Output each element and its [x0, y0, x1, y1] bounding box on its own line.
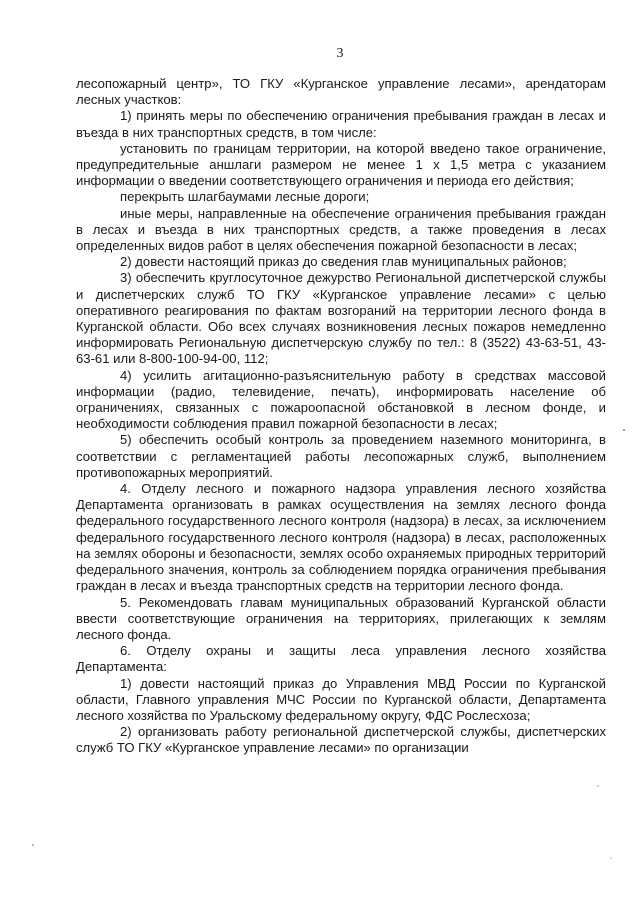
paragraph-barriers: перекрыть шлагбаумами лесные дороги;: [120, 189, 370, 205]
page-number: 3: [336, 46, 344, 61]
paragraph-item-4: 4) усилить агитационно-разъяснительную работу в средствах массовой информации (радио, телевидение, печать), информировать население об ограничениях, связанных с пожароопасной обстановкой в лесном фонде, и необходимости соблюдения правил пожарной безопасности в лесах;: [76, 367, 606, 432]
scan-speck: [32, 844, 34, 846]
paragraph-continuation: лесопожарный центр», ТО ГКУ «Курганское управление лесами», арендаторам лесных участков:: [76, 76, 606, 108]
paragraph-signs: установить по границам территории, на которой введено такое ограничение, предупредительные аншлаги размером не менее 1 х 1,5 метра с указанием информации о введении соответствующего ограничения и периода его действия;: [76, 140, 606, 189]
paragraph-section-6-item-2: 2) организовать работу региональной диспетчерской службы, диспетчерских служб ТО ГКУ «Курганское управление лесами» по организации: [76, 724, 606, 756]
scan-speck: [610, 857, 611, 858]
paragraph-section-6-item-1: 1) довести настоящий приказ до Управления МВД России по Курганской области, Главного управления МЧС России по Курганской области, Департамента лесного хозяйства по Уральскому федеральному округу, ФДС Рослесхоза;: [76, 675, 606, 723]
paragraph-section-5: 5. Рекомендовать главам муниципальных образований Курганской области ввести соответствующие ограничения на территориях, прилегающих к землям лесного фонда.: [76, 594, 606, 642]
paragraph-item-1: 1) принять меры по обеспечению ограничения пребывания граждан в лесах и въезда в них транспортных средств, в том числе:: [76, 108, 606, 140]
paragraph-other-measures: иные меры, направленные на обеспечение ограничения пребывания граждан в лесах и въезда в них транспортных средств, а также проведения в лесах определенных видов работ в целях обеспечения пожарной безопасности в лесах;: [76, 205, 606, 254]
paragraph-item-2: 2) довести настоящий приказ до сведения глав муниципальных районов;: [120, 254, 567, 270]
paragraph-item-3: 3) обеспечить круглосуточное дежурство Региональной диспетчерской службы и диспетчерских служб ТО ГКУ «Курганское управление лесами» с целью оперативного реагирования по фактам возгораний на территории лесного фонда в Курганской области. Обо всех случаях возникновения лесных пожаров немедленно информировать Региональную диспетчерскую службу по тел.: 8 (3522) 43-63-51, 43-63-61 или 8-800-100-94-00, 112;: [76, 270, 606, 367]
scan-speck: [623, 429, 625, 431]
scan-speck: [597, 785, 598, 786]
document-body: [76, 76, 606, 757]
paragraph-section-6: 6. Отделу охраны и защиты леса управления лесного хозяйства Департамента:: [76, 643, 606, 675]
paragraph-section-4: 4. Отделу лесного и пожарного надзора управления лесного хозяйства Департамента организовать в рамках осуществления на землях лесного фонда федерального государственного лесного контроля (надзора) в лесах, за исключением федерального государственного лесного контроля (надзора) в лесах, расположенных на землях обороны и безопасности, землях особо охраняемых природных территорий федерального значения, контроль за соблюдением порядка ограничения пребывания граждан в лесах и въезда транспортных средств на территории лесного фонда.: [76, 481, 606, 594]
paragraph-item-5: 5) обеспечить особый контроль за проведением наземного мониторинга, в соответствии с регламентацией работы лесопожарных служб, выполнением противопожарных мероприятий.: [76, 432, 606, 480]
